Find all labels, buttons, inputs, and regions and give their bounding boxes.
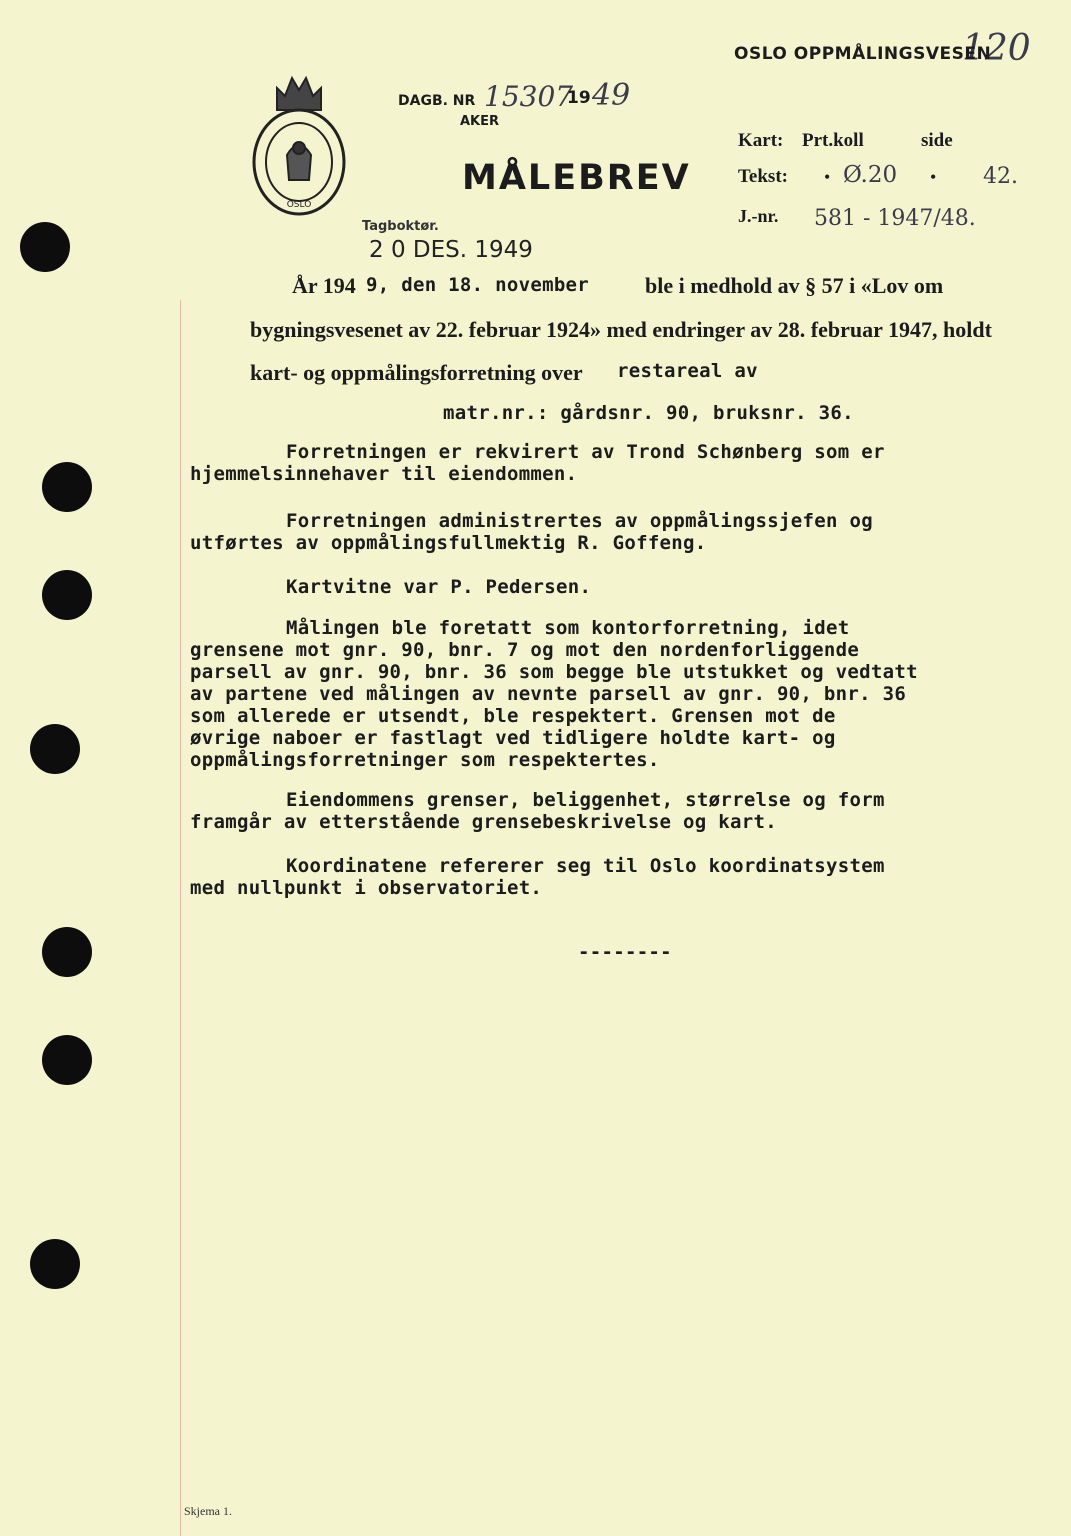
punch-hole [20,222,70,272]
dagb-year-hand: 49 [592,78,631,113]
svg-text:OSLO: OSLO [286,200,312,210]
agency-name: OSLO OPPMÅLINGSVESEN [734,44,992,64]
intro-line1-prefix: År 194 [292,273,356,298]
paragraph-2-line-1: Forretningen administrertes av oppmålingssjefen og [286,510,873,532]
paragraph-4-line-2: grensene mot gnr. 90, bnr. 7 og mot den nordenforliggende [190,639,860,661]
intro-line2: bygningsvesenet av 22. februar 1924» med endringer av 28. februar 1947, holdt [250,317,992,342]
paragraph-4-line-3: parsell av gnr. 90, bnr. 36 som begge ble utstukket og vedtatt [190,661,918,683]
punch-hole [42,570,92,620]
aker-label: AKER [460,114,500,129]
tekst-value: Ø.20 [843,162,898,188]
page-number: 120 [962,28,1031,69]
tekst-side: 42. [983,164,1018,189]
paragraph-6-line-2: med nullpunkt i observatoriet. [190,877,543,899]
stamp-date: 2 0 DES. 1949 [369,237,533,263]
intro-line3-object: restareal av [617,360,758,382]
tekst-label: Tekst: [738,166,788,187]
side-label: side [921,130,953,151]
punch-hole [30,1239,80,1289]
kart-label: Kart: [738,130,784,151]
form-label: Skjema 1. [184,1504,232,1518]
intro-line3: kart- og oppmålingsforretning over [250,360,583,385]
paragraph-4-line-7: oppmålingsforretninger som respektertes. [190,749,660,771]
paragraph-4-line-5: som allerede er utsendt, ble respektert. Grensen mot de [190,705,836,727]
paragraph-2-line-2: utførtes av oppmålingsfullmektig R. Goffeng. [190,532,707,554]
kart-value: Prt.koll [802,130,864,151]
separator: -------- [578,941,672,963]
paragraph-4-line-4: av partene ved målingen av nevnte parsell av gnr. 90, bnr. 36 [190,683,907,705]
jnr-label: J.-nr. [738,206,779,226]
paragraph-4-line-1: Målingen ble foretatt som kontorforretning, idet [286,617,850,639]
paragraph-1-line-1: Forretningen er rekvirert av Trond Schønberg som er [286,441,885,463]
intro-line4-matr: matr.nr.: gårdsnr. 90, bruksnr. 36. [443,402,854,424]
intro-line1-date: 9, den 18. november [366,274,590,296]
dagb-year-print: 19 [567,88,591,108]
stamp-label: Tagboktør. [362,219,439,234]
paragraph-5-line-1: Eiendommens grenser, beliggenhet, størrelse og form [286,789,885,811]
tekst-mark-2: • [930,167,937,187]
punch-hole [42,927,92,977]
punch-hole [30,724,80,774]
oslo-emblem [247,70,352,220]
paragraph-4-line-6: øvrige naboer er fastlagt ved tidligere holdte kart- og [190,727,836,749]
tekst-mark-1: • [824,167,831,187]
paragraph-1-line-2: hjemmelsinnehaver til eiendommen. [190,463,578,485]
paragraph-5-line-2: framgår av etterstående grensebeskrivelse og kart. [190,811,777,833]
paragraph-3-line-1: Kartvitne var P. Pedersen. [286,576,592,598]
intro-line1-suffix: ble i medhold av § 57 i «Lov om [645,273,944,298]
jnr-value: 581 - 1947/48. [814,206,976,231]
paragraph-6-line-1: Koordinatene refererer seg til Oslo koordinatsystem [286,855,885,877]
document-title: MÅLEBREV [462,158,691,198]
margin-rule [180,300,181,1536]
punch-hole [42,462,92,512]
dagb-number: 15307 [484,80,574,113]
punch-hole [42,1035,92,1085]
dagb-label: DAGB. NR [398,93,476,109]
